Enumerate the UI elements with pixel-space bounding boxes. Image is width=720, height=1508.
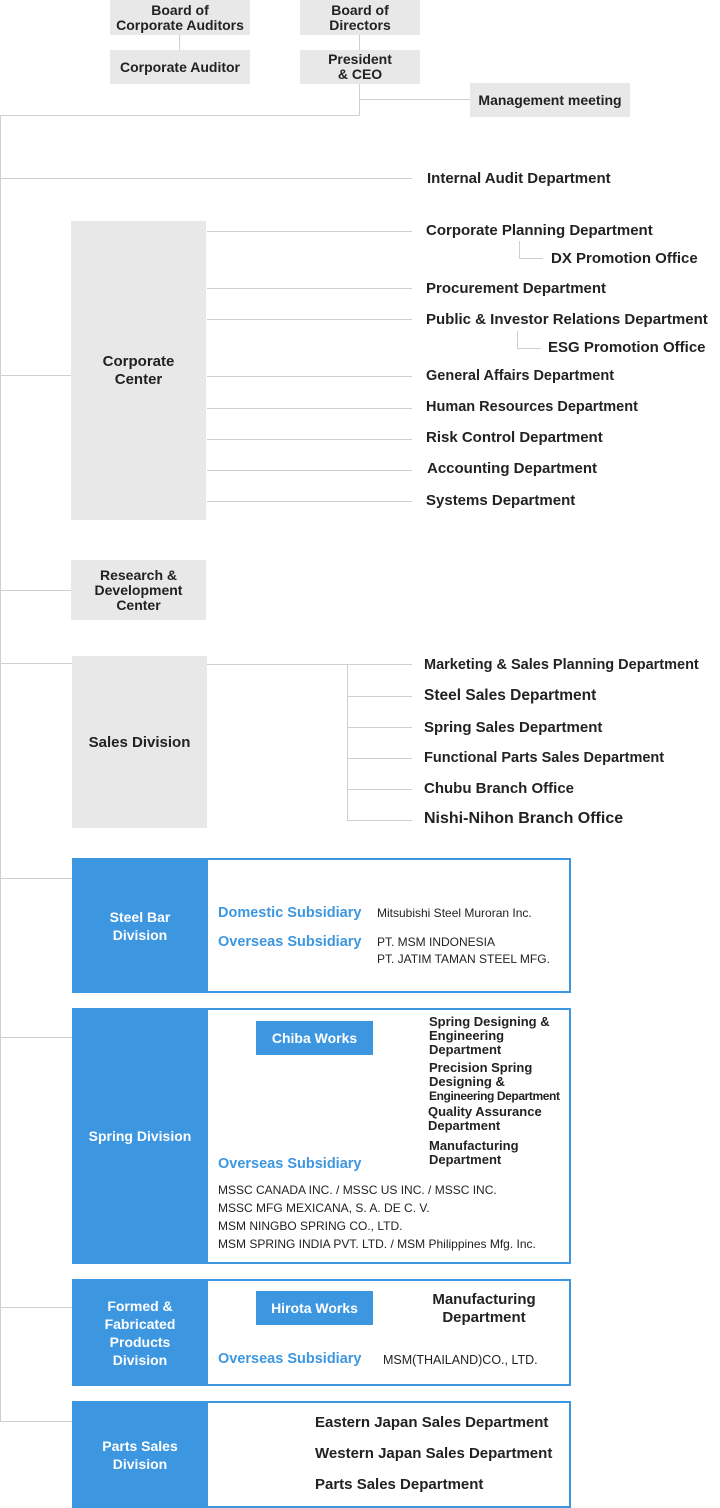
spring-overseas-subsidiary-2: MSSC MFG MEXICANA, S. A. DE C. V. [218, 1201, 430, 1215]
dx-promotion-office: DX Promotion Office [551, 250, 698, 267]
public-investor-relations-department: Public & Investor Relations Department [426, 311, 708, 328]
spring-sales-department: Spring Sales Department [424, 719, 603, 736]
spring-designing-engineering-department: Spring Designing & Engineering Department [429, 1014, 550, 1057]
parts-sales-department: Parts Sales Department [315, 1476, 484, 1493]
general-affairs-department: General Affairs Department [426, 368, 615, 384]
marketing-sales-planning-department: Marketing & Sales Planning Department [424, 657, 699, 673]
procurement-department: Procurement Department [426, 280, 607, 297]
steel-bar-overseas-subsidiary-2: PT. JATIM TAMAN STEEL MFG. [377, 952, 550, 966]
formed-overseas-subsidiary-label: Overseas Subsidiary [218, 1351, 362, 1367]
spring-overseas-subsidiary-label: Overseas Subsidiary [218, 1156, 362, 1172]
steel-bar-overseas-subsidiary-label: Overseas Subsidiary [218, 934, 362, 950]
steel-bar-domestic-subsidiary-label: Domestic Subsidiary [218, 905, 362, 921]
steel-bar-overseas-subsidiary-1: PT. MSM INDONESIA [377, 935, 496, 949]
sales-division: Sales Division [72, 656, 207, 828]
president-ceo: President & CEO [300, 50, 420, 84]
spring-overseas-subsidiary-3: MSM NINGBO SPRING CO., LTD. [218, 1219, 403, 1233]
steel-bar-division: Steel Bar Division [72, 858, 208, 993]
hirota-works: Hirota Works [256, 1291, 373, 1325]
quality-assurance-department: Quality Assurance Department [428, 1104, 542, 1133]
internal-audit-department: Internal Audit Department [427, 170, 611, 187]
chiba-works: Chiba Works [256, 1021, 373, 1055]
spring-overseas-subsidiary-1: MSSC CANADA INC. / MSSC US INC. / MSSC INC. [218, 1183, 497, 1197]
spring-division: Spring Division [72, 1008, 208, 1264]
nishi-nihon-branch-office: Nishi-Nihon Branch Office [424, 810, 624, 827]
systems-department: Systems Department [426, 492, 576, 509]
functional-parts-sales-department: Functional Parts Sales Department [424, 750, 665, 766]
board-of-directors: Board of Directors [300, 0, 420, 35]
steel-bar-domestic-subsidiary: Mitsubishi Steel Muroran Inc. [377, 906, 532, 920]
corporate-planning-department: Corporate Planning Department [426, 222, 653, 239]
precision-spring-engineering-department: Engineering Department [429, 1089, 560, 1103]
human-resources-department: Human Resources Department [426, 399, 638, 415]
eastern-japan-sales-department: Eastern Japan Sales Department [315, 1414, 549, 1431]
research-development-center: Research & Development Center [71, 560, 206, 620]
precision-spring-designing-label: Precision Spring Designing & [429, 1060, 533, 1089]
steel-sales-department: Steel Sales Department [424, 687, 597, 704]
corporate-auditor: Corporate Auditor [110, 50, 250, 84]
spring-manufacturing-department: Manufacturing Department [429, 1138, 519, 1167]
chubu-branch-office: Chubu Branch Office [424, 780, 575, 797]
corporate-center: Corporate Center [71, 221, 206, 520]
formed-overseas-subsidiary: MSM(THAILAND)CO., LTD. [383, 1353, 538, 1367]
formed-manufacturing-department: Manufacturing Department [432, 1291, 536, 1326]
formed-fabricated-products-division: Formed & Fabricated Products Division [72, 1279, 208, 1386]
spring-overseas-subsidiary-4: MSM SPRING INDIA PVT. LTD. / MSM Philippines Mfg. Inc. [218, 1237, 536, 1251]
parts-sales-division: Parts Sales Division [72, 1401, 208, 1508]
accounting-department: Accounting Department [427, 460, 598, 477]
board-of-corporate-auditors: Board of Corporate Auditors [110, 0, 250, 35]
esg-promotion-office: ESG Promotion Office [548, 339, 706, 356]
risk-control-department: Risk Control Department [426, 429, 603, 446]
management-meeting: Management meeting [470, 83, 630, 117]
western-japan-sales-department: Western Japan Sales Department [315, 1445, 553, 1462]
